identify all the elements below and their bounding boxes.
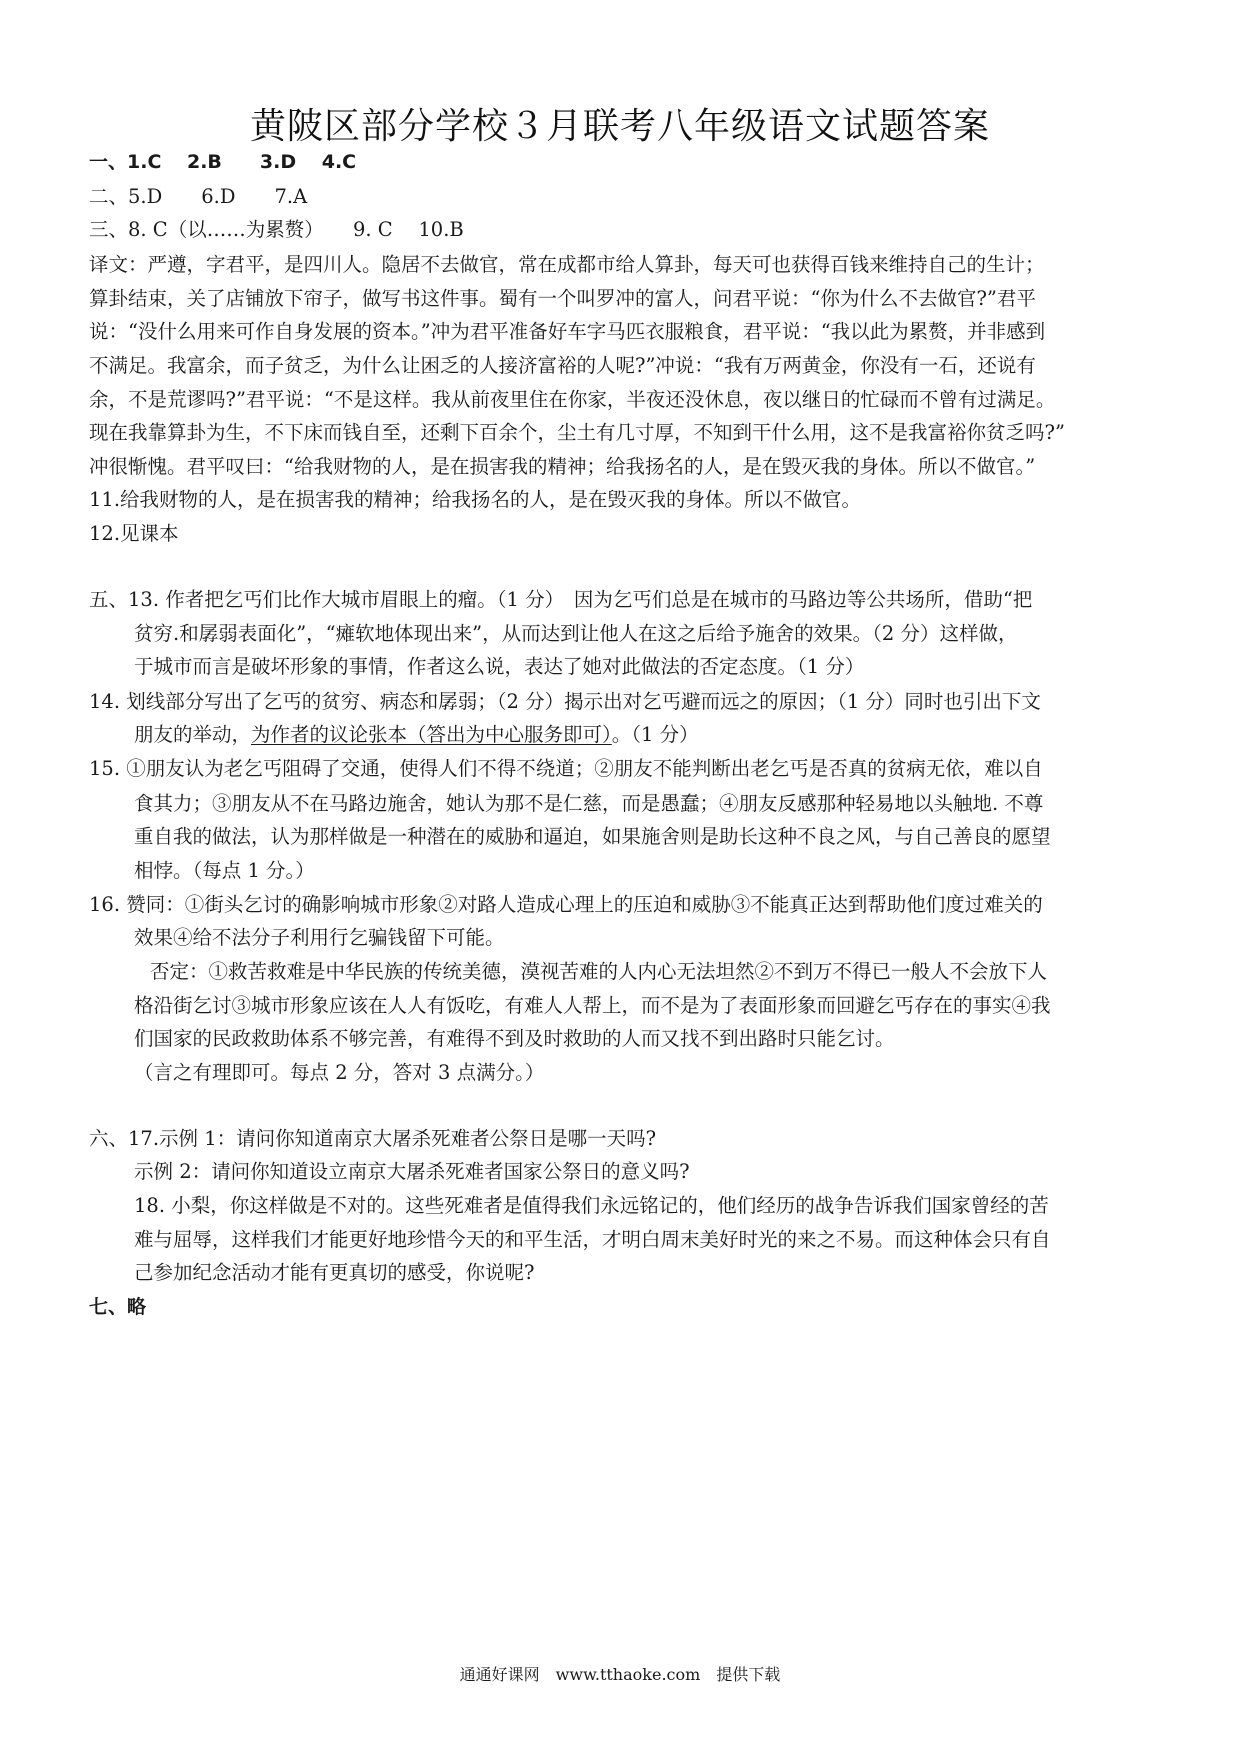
- answer-15-cont: 重自我的做法，认为那样做是一种潜在的威胁和逼迫，如果施舍则是助长这种不良之风，与自己善良的愿望: [134, 825, 1051, 848]
- answer-16-cont: 们国家的民政救助体系不够完善，有难得不到及时救助的人而又找不到出路时只能乞讨。: [134, 1027, 895, 1050]
- answer-11: 11.给我财物的人，是在损害我的精神；给我扬名的人，是在毁灭我的身体。所以不做官。: [89, 488, 862, 511]
- translation-line: 译文：严遵，字君平，是四川人。隐居不去做官，常在成都市给人算卦，每天可也获得百钱来维持自己的生计；: [89, 253, 1045, 276]
- answer-16-cont: 效果④给不法分子利用行乞骗钱留下可能。: [134, 926, 505, 949]
- translation-line: 现在我靠算卦为生，不下床而钱自至，还剩下百余个，尘土有几寸厚，不知到干什么用，这不是我富裕你贫乏吗?”: [89, 421, 1065, 444]
- answer-13: 五、13. 作者把乞丐们比作大城市眉眼上的瘤。（1 分） 因为乞丐们总是在城市的马路边等公共场所，借助“把: [89, 588, 1033, 611]
- answer-16-oppose: 否定：①救苦救难是中华民族的传统美德，漠视苦难的人内心无法坦然②不到万不得已一般人不会放下人: [150, 960, 1048, 983]
- answer-16-cont: 格沿街乞讨③城市形象应该在人人有饭吃，有难人人帮上，而不是为了表面形象而回避乞丐存在的事实④我: [134, 994, 1051, 1017]
- answer-15-cont: 相悖。（每点 1 分。）: [134, 859, 315, 882]
- section-3-answers: 三、8. C（以……为累赘） 9. C 10.B: [89, 218, 464, 241]
- answer-13-cont: 于城市而言是破坏形象的事情，作者这么说，表达了她对此做法的否定态度。（1 分）: [134, 655, 865, 678]
- section-1-answers: 一、1.C 2.B 3.D 4.C: [89, 151, 357, 173]
- translation-line: 冲很惭愧。君平叹曰：“给我财物的人，是在损害我的精神；给我扬名的人，是在毁灭我的身体。所以不做官。”: [89, 455, 1036, 478]
- answer-17-example-2: 示例 2：请问你知道设立南京大屠杀死难者国家公祭日的意义吗?: [134, 1160, 690, 1183]
- answer-14-suffix: 。（1 分）: [611, 723, 699, 746]
- translation-line: 说：“没什么用来可作自身发展的资本。”冲为君平准备好车字马匹衣服粮食，君平说：“我以此为累赘，并非感到: [89, 320, 1046, 343]
- answer-13-cont: 贫穷.和孱弱表面化”，“瘫软地体现出来”，从而达到让他人在这之后给予施舍的效果。（2 分）这样做，: [134, 622, 1018, 645]
- answer-14-prefix: 朋友的举动，: [134, 723, 252, 746]
- answer-18-cont: 难与屈辱，这样我们才能更好地珍惜今天的和平生活，才明白周末美好时光的来之不易。而这种体会只有自: [134, 1228, 1051, 1251]
- section-2-answers: 二、5.D 6.D 7.A: [89, 185, 308, 208]
- page-title: 黄陂区部分学校３月联考八年级语文试题答案: [249, 106, 990, 147]
- translation-line: 不满足。我富余，而子贫乏，为什么让困乏的人接济富裕的人呢?”冲说：“我有万两黄金，你没有一石，还说有: [89, 354, 1036, 377]
- answer-15-cont: 食其力；③朋友从不在马路边施舍，她认为那不是仁慈，而是愚蠢；④朋友反感那种轻易地以头触地. 不尊: [134, 792, 1044, 815]
- answer-14-underlined: 为作者的议论张本（答出为中心服务即可）: [251, 723, 612, 746]
- section-7: 七、略: [89, 1296, 147, 1318]
- answer-18: 18. 小梨，你这样做是不对的。这些死难者是值得我们永远铭记的，他们经历的战争告诉我们国家曾经的苦: [134, 1194, 1049, 1217]
- translation-line: 算卦结束，关了店铺放下帘子，做写书这件事。蜀有一个叫罗冲的富人，问君平说：“你为什么不去做官?”君平: [89, 287, 1036, 310]
- answer-18-cont: 己参加纪念活动才能有更真切的感受，你说呢?: [134, 1261, 535, 1284]
- answer-12: 12.见课本: [89, 522, 179, 545]
- answer-14-cont: [134, 721, 699, 749]
- answer-16: 16. 赞同：①街头乞讨的确影响城市形象②对路人造成心理上的压迫和威胁③不能真正达到帮助他们度过难关的: [89, 893, 1043, 916]
- translation-line: 余，不是荒谬吗?”君平说：“不是这样。我从前夜里住在你家，半夜还没休息，夜以继日的忙碌而不曾有过满足。: [89, 388, 1056, 411]
- answer-14: 14. 划线部分写出了乞丐的贫穷、病态和孱弱；（2 分）揭示出对乞丐避而远之的原因；（1 分）同时也引出下文: [89, 690, 1041, 713]
- answer-17-example-1: 六、17.示例 1：请问你知道南京大屠杀死难者公祭日是哪一天吗?: [89, 1127, 657, 1150]
- footer-watermark: 通通好课网 www.tthaoke.com 提供下载: [459, 1665, 781, 1684]
- answer-16-note: （言之有理即可。每点 2 分，答对 3 点满分。）: [134, 1061, 545, 1084]
- answer-15: 15. ①朋友认为老乞丐阻碍了交通，使得人们不得不绕道；②朋友不能判断出老乞丐是否真的贫病无依，难以自: [89, 757, 1043, 780]
